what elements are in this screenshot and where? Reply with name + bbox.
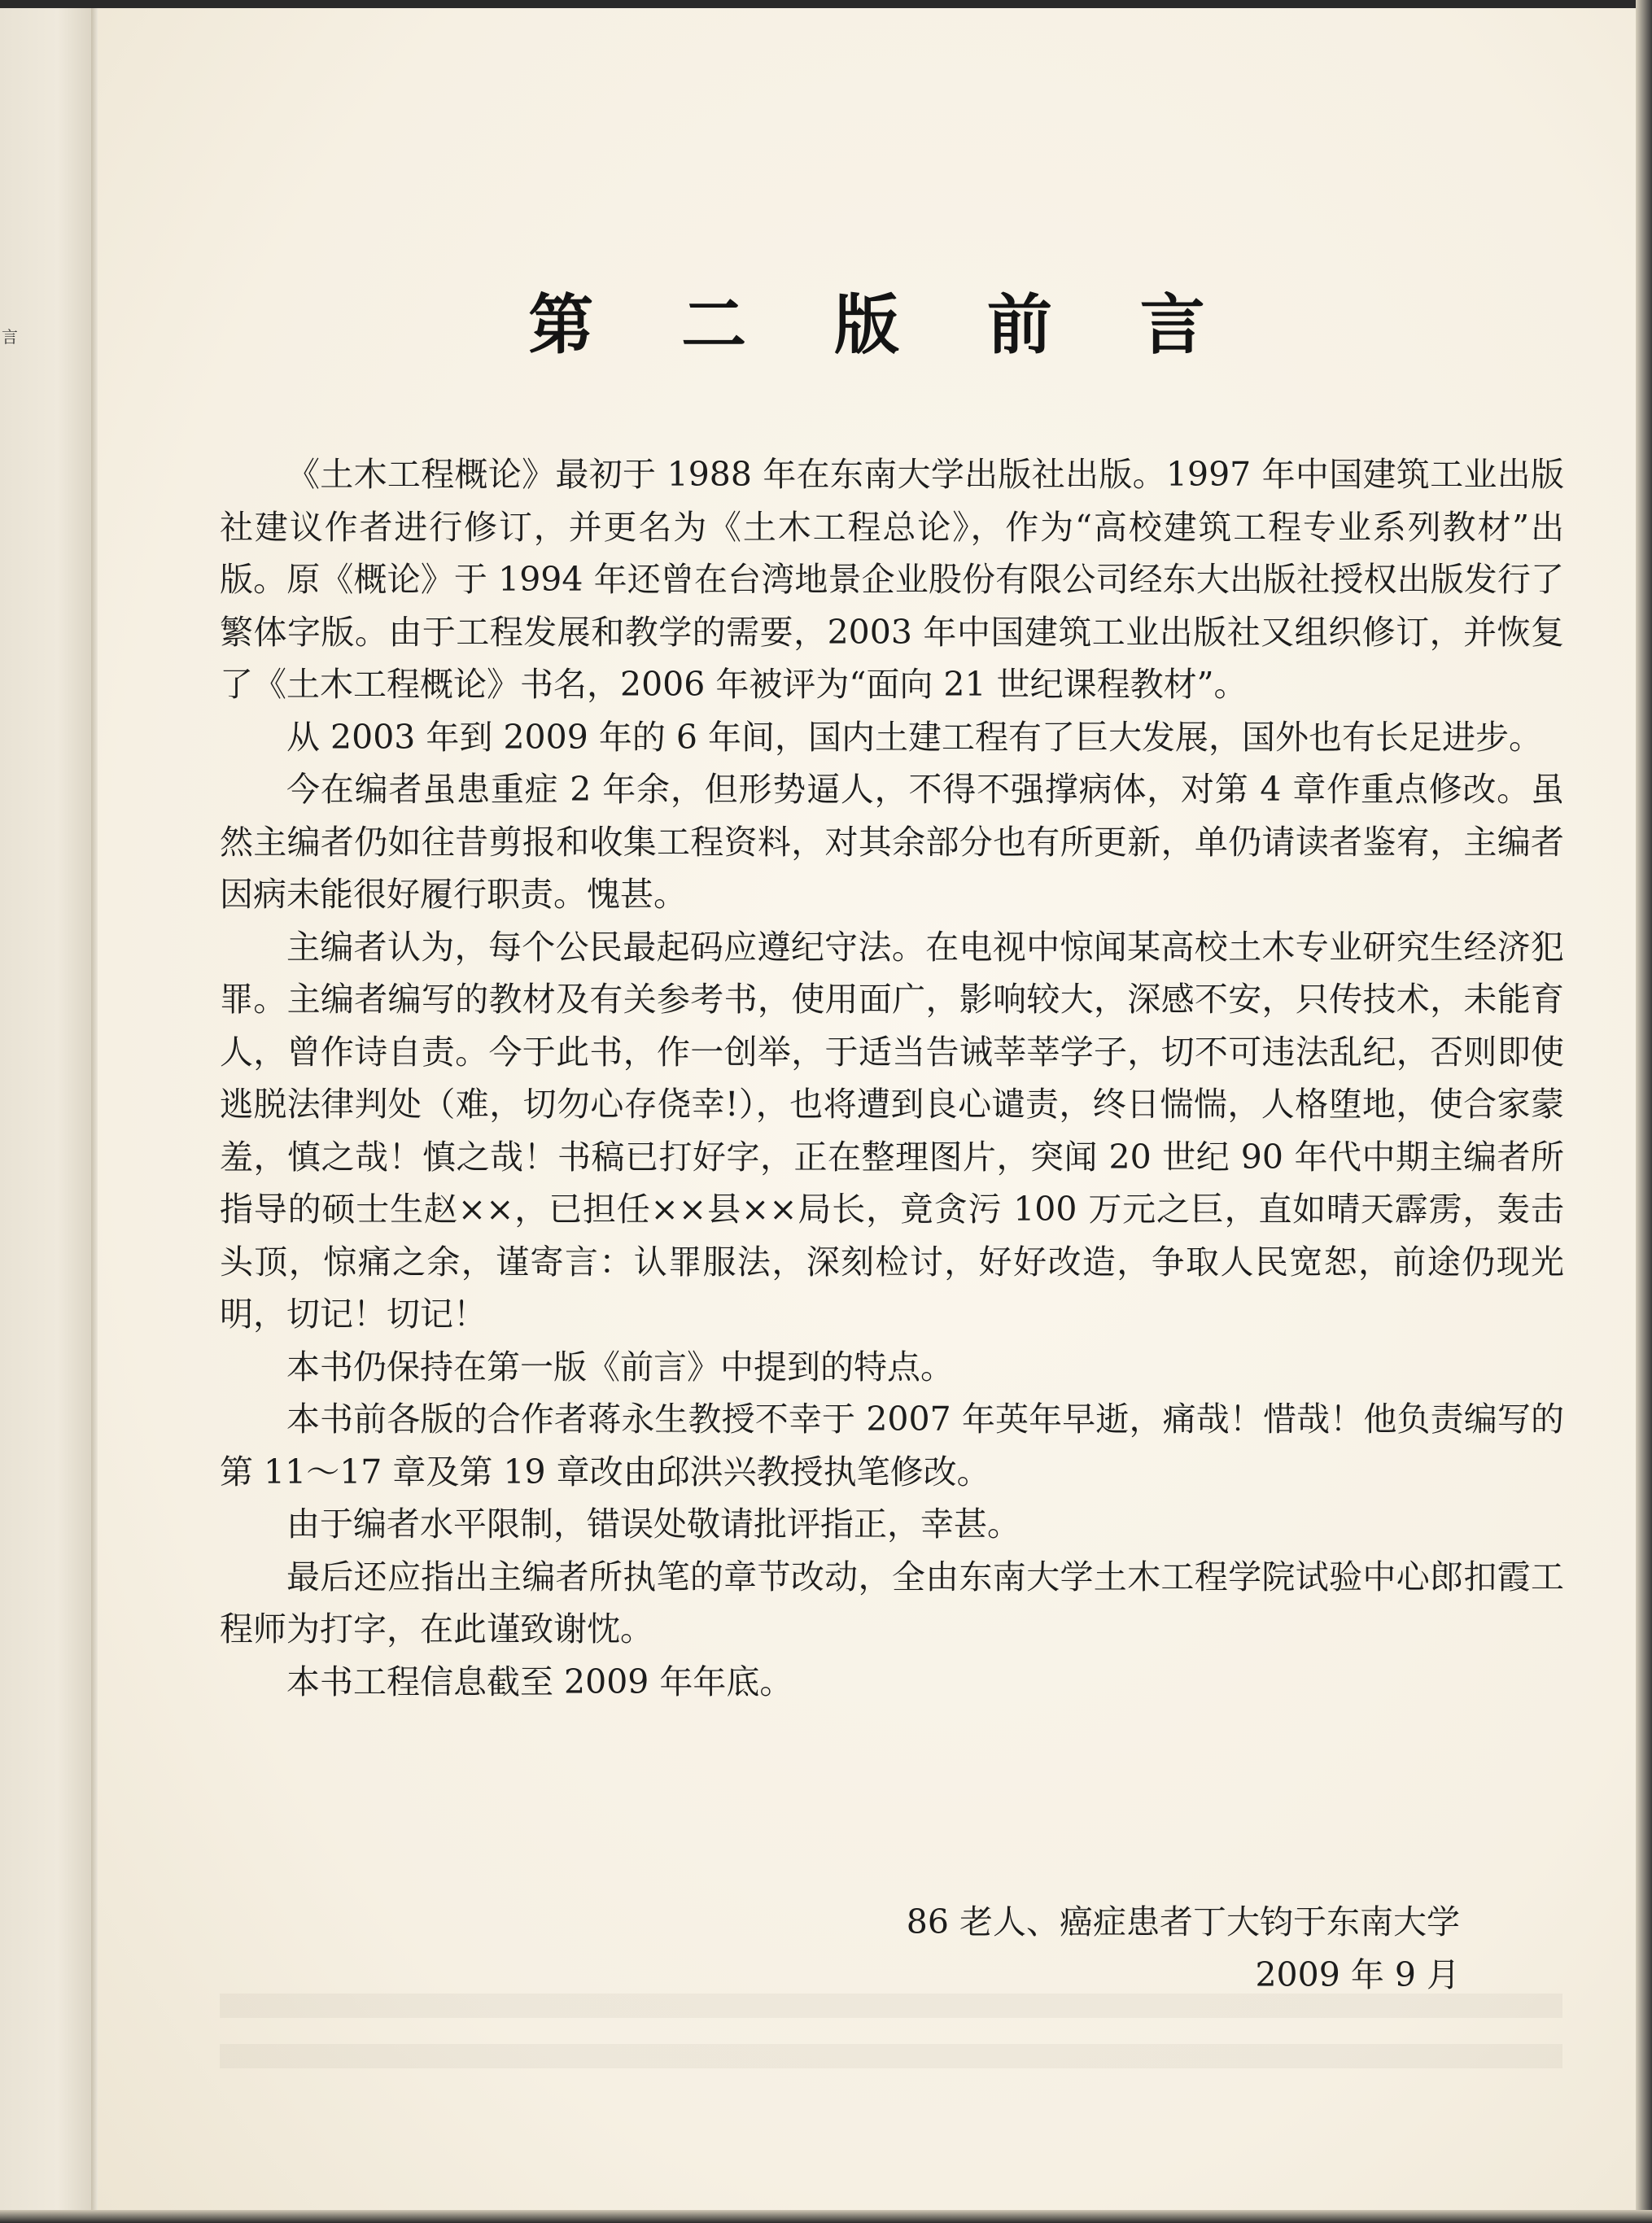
paragraph-acknowledgement: 最后还应指出主编者所执笔的章节改动，全由东南大学土木工程学院试验中心郎扣霞工程师为打字，在此谨致谢忱。 [220, 1557, 1564, 1649]
paragraph-history: 《土木工程概论》最初于 1988 年在东南大学出版社出版。1997 年中国建筑工业出版社建议作者进行修订，并更名为《土木工程总论》，作为“高校建筑工程专业系列教材”出版。原《概论》于 1994 年还曾在台湾地景企业股份有限公司经东大出版社授权出版发行了繁体字版。由于工程发展和教学的需要，2003 年中国建筑工业出版社又组织修订，并恢复了《土木工程概论》书名，2006 年被评为“面向 21 世纪课程教材”。 [220, 455, 1564, 704]
paragraph-cutoff: 本书工程信息截至 2009 年年底。 [286, 1662, 793, 1701]
signature-author: 86 老人、癌症患者丁大钧于东南大学 [906, 1902, 1460, 1941]
facing-page-mark: 言 [2, 327, 18, 347]
signature-date: 2009 年 9 月 [1255, 1954, 1460, 1994]
scan-right-edge [1636, 0, 1652, 2223]
signature-block [122, 1896, 1460, 2001]
paragraph-corrections: 由于编者水平限制，错误处敬请批评指正，幸甚。 [286, 1505, 1020, 1544]
page-title: 第 二 版 前 言 [528, 287, 1238, 363]
paragraph-features: 本书仍保持在第一版《前言》中提到的特点。 [286, 1347, 954, 1387]
paragraph-coauthor: 本书前各版的合作者蒋永生教授不幸于 2007 年英年早逝，痛哉！惜哉！他负责编写的第 11～17 章及第 19 章改由邱洪兴教授执笔修改。 [220, 1400, 1564, 1491]
scan-bottom-edge [0, 2210, 1652, 2223]
paragraph-revision: 今在编者虽患重症 2 年余，但形势逼人，不得不强撑病体，对第 4 章作重点修改。虽然主编者仍如往昔剪报和收集工程资料，对其余部分也有所更新，单仍请读者鉴宥，主编者因病未能很好履行职责。愧甚。 [220, 770, 1564, 914]
scan-top-edge [0, 0, 1652, 8]
paragraph-progress: 从 2003 年到 2009 年的 6 年间，国内土建工程有了巨大发展，国外也有长足进步。 [286, 717, 1542, 757]
paragraph-ethics: 主编者认为，每个公民最起码应遵纪守法。在电视中惊闻某高校土木专业研究生经济犯罪。主编者编写的教材及有关参考书，使用面广，影响较大，深感不安，只传技术，未能育人，曾作诗自责。今于此书，作一创举，于适当告诫莘莘学子，切不可违法乱纪，否则即使逃脱法律判处（难，切勿心存侥幸!），也将遭到良心谴责，终日惴惴，人格堕地，使合家蒙羞，慎之哉！慎之哉！书稿已打好字，正在整理图片，突闻 20 世纪 90 年代中期主编者所指导的硕士生赵××，已担任××县××局长，竟贪污 100 万元之巨，直如晴天霹雳，轰击头顶，惊痛之余，谨寄言：认罪服法，深刻检讨，好好改造，争取人民宽恕，前途仍现光明，切记！切记！ [220, 927, 1564, 1334]
page-sheet [98, 8, 1636, 2210]
preface-body [220, 448, 1564, 1708]
gutter-edge [91, 0, 98, 2223]
bleed-through-text [220, 1994, 1562, 2091]
